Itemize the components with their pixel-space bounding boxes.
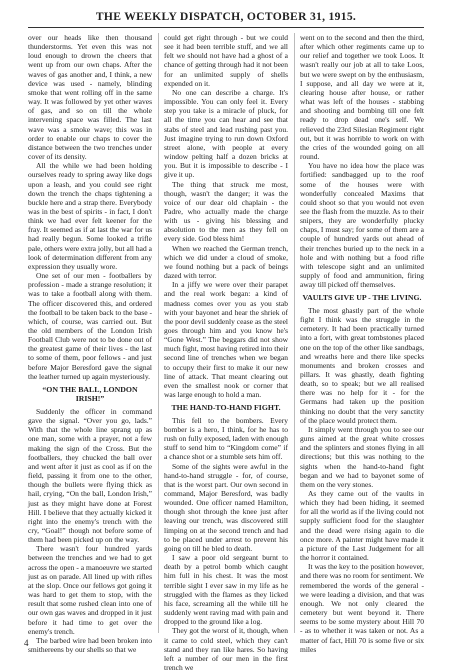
column-3 (294, 33, 424, 654)
column-2 (158, 33, 288, 672)
section-heading: THE HAND-TO-HAND FIGHT. (171, 403, 281, 413)
paragraph: They got the worst of it, though, when it came to cold steel, which they can't stand and they ran like hares. So having left a number of our men in the first trench we (164, 626, 288, 672)
paragraph: It was the key to the position however, and there was no room for sentiment. We remembered the words of the general - we were leading a division, and that was enough. We not only cleared the cemetery but went beyond it. There seems to be some mystery about Hill 70 - as to whether it was taken or not. As a matter of fact, Hill 70 is some five or six miles (300, 562, 424, 654)
paragraph: The barbed wire had been broken into smithereens by our shells so that we (28, 635, 152, 654)
article-columns (28, 33, 424, 672)
paragraph: No one can describe a charge. It's impossible. You can only feel it. Every step you take is a miracle of pluck, for all the time you can hear and see that stabs of steel and lead rushing past you. Just imagine trying to run down Oxford street alone, with people at every window pelting half a dozen bricks at you. But it is impossible to describe - I give it up. (164, 87, 288, 180)
paragraph: There wasn't four hundred yards between the trenches and we had to get across the open - a manoeuvre we started just as on parade. All lined up with rifles at the slop. Once our fellows got going it was hard to get them to stop, with the result that some rushed clean into one of our own gas waves and dropped in it just before it had time to get over the enemy's trench. (28, 544, 152, 636)
paragraph: As they came out of the vaults in which they had been hiding, it seemed for all the world as if the living could not supply sufficient food for the slaughter and the dead were rising again to die once more. A painter might have made it a picture of the Last Judgement for all the horror it contained. (300, 489, 424, 563)
page-number: 4 (24, 638, 29, 648)
paragraph: All the while we had been holding ourselves ready to spring away like dogs upon a leash, and you could see right down the trench the chaps tightening a buckle here and a strap there. Everybody was in the best of spirits - in fact, I don't think we had ever felt keener for the fray. It seemed as if at last the war for us had really begun. Some looked a trifle pale, others were extra jolly, but all had a look of determination different from any expression they usually wore. (28, 161, 152, 271)
paragraph: Some of the sights were awful in the hand-to-hand struggle - for, of course, that is the worst part. Our own second in command, Major Beresford, was badly wounded. One officer named Hamilton, though shot through the knee just after leaving our trench, was discovered still limping on at the second trench and had to be placed under arrest to prevent his going on till he bled to death. (164, 461, 288, 553)
paragraph: The thing that struck me most, though, wasn't the danger; it was the voice of our dear old chaplain - the Padre, who actually made the charge with us - giving his blessing and absolution to the men as they fell on every side. God bless him! (164, 179, 288, 244)
paragraph: over our heads like then thousand thunderstorms. Yet even this was not loud enough to drown the cheers that went up from our own chaps. After the waves of gas another and, I think, a new device was used - namely, blinding smoke that went rolling off in the same way. It was followed by yet other waves of gas, and so on till the whole intervening space was filled. The last wave was a smoke wave; this was in order to enable our chaps to cover the distance between the two trenches under cover of its density. (28, 33, 152, 162)
paragraph: One set of our men - footballers by profession - made a strange resolution; it was to take a football along with them. The officer discovered this, and ordered the football to be taken back to the base - which, of course, was carried out. But the old members of the London Irish Football Club were not to be done out of the greatest game of their lives - the last to some of them, poor fellows - and just before Major Beresford gave the signal the leather turned up again mysteriously. (28, 271, 152, 381)
paragraph: It simply went through you to see our guns aimed at the great white crosses and the splinters and stones flying in all directions; but this was nothing to the sights when the hand-to-hand fight began and we had to bayonet some of them on the very stones. (300, 424, 424, 489)
paragraph: could get right through - but we could see it had been terrible stuff, and we all felt we should not have had a ghost of a chance of getting through had it not been for an unlimited supply of shells expended on it. (164, 33, 288, 88)
paragraph: When we reached the German trench, which we did under a cloud of smoke, we found nothing but a pack of beings dazed with terror. (164, 243, 288, 281)
section-heading: “ON THE BALL, LONDON IRISH!” (42, 384, 138, 404)
column-1 (28, 33, 152, 654)
paragraph: The most ghastly part of the whole fight I think was the struggle in the cemetery. It had been practically turned into a fort, with great tombstones placed one on the top of the other like sandbags, and wreaths here and there like specks monuments and broken crosses and pillars. It was ghastly, death fighting death, so to speak; but we all realised there was no help for it - for the Germans had taken up the position thinking no doubt that the very sanctity of the place would protect them. (300, 305, 424, 425)
paragraph: I saw a poor old sergeant burnt to death by a petrol bomb which caught him full in his chest. It was the most terrible sight I ever saw in my life as he struggled with the flames as they licked his face, screaming all the while till he suddenly went raving mad with pain and dropped to the ground like a log. (164, 553, 288, 627)
masthead (28, 7, 424, 28)
paragraph: In a jiffy we were over their parapet and the real work began: a kind of madness comes over you as you stab with your bayonet and hear the shriek of the poor devil suddenly cease as the steel goes through him and you know he's “Gone West.” The beggars did not show much fight, most having retired into their second line of trenches when we began to occupy their first to make it our new line of attack. That meant clearing out even the smallest nook or corner that was large enough to hold a man. (164, 280, 288, 400)
masthead-title: THE WEEKLY DISPATCH, OCTOBER 31, 1915. (95, 10, 357, 23)
paragraph: went on to the second and then the third, after which other regiments came up to our relief and together we took Loos. It wasn't really our job at all to take Loos, but we were swept on by the enthusiasm, I suppose, and all day we were at it, clearing house after house, or rather what was left of the houses - stabbing and shooting and bombing till one felt ready to drop dead one's self. We relieved the 23rd Silesian Regiment right out, but it was horrible to work on with the cries of the wounded going on all round. (300, 33, 424, 162)
section-heading: VAULTS GIVE UP - THE LIVING. (302, 293, 422, 303)
paragraph: Suddenly the officer in command gave the signal. “Over you go, lads.” With that the whole line sprang up as one man, some with a prayer, not a few making the sign of the Cross. But the footballers, they chucked the ball over and went after it just as cool as if on the field, passing it from one to the other, though the bullets were flying thick as hail, crying, “On the ball, London Irish,” just as they might have done at Forest Hill. I believe that they actually kicked it right into the enemy's trench with the cry, “Goal!” though not before some of them had been picked up on the way. (28, 406, 152, 545)
paragraph: You have no idea how the place was fortified: sandbagged up to the roof some of the houses were with wonderfully concealed Maxims that could shoot so that you would not even see the flash from the muzzle. As to their snipers, they are wonderfully plucky chaps, I must say; for some of them are a couple of hundred yards out ahead of their trenches buried up to the neck in a hole and with nothing but a food rifle with telescope sight and an unlimited supply of food and ammunition, firing away till picked off themselves. (300, 161, 424, 290)
paragraph: This fell to the bombers. Every bomber is a hero, I think, for he has to rush on fully exposed, laden with enough stuff to send him to “Kingdom come” if a chance shot or a stumble sets him off. (164, 415, 288, 462)
